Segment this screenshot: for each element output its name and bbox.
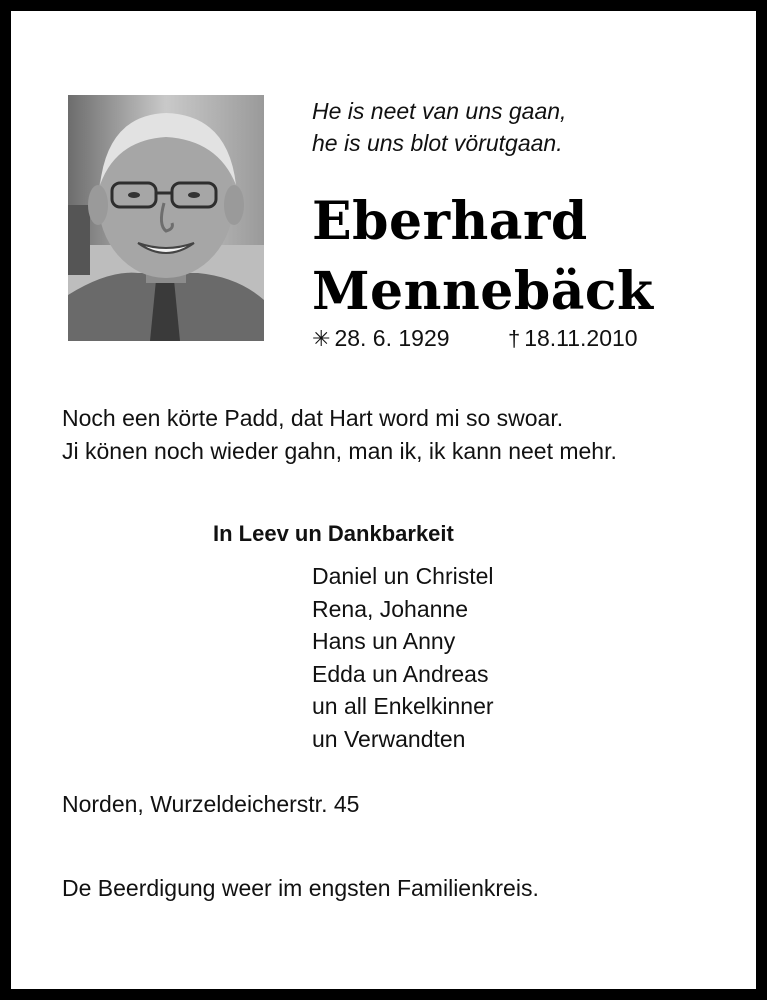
funeral-note: De Beerdigung weer im engsten Familienkreis. — [62, 875, 539, 901]
life-dates — [312, 322, 638, 355]
death-cross-icon: † — [507, 326, 521, 351]
thanks-heading: In Leev un Dankbarkeit — [213, 521, 454, 546]
portrait-illustration — [68, 95, 264, 341]
top-verse-line: he is uns blot vörutgaan. — [312, 130, 563, 156]
birth-date: 28. 6. 1929 — [334, 325, 450, 351]
address: Norden, Wurzeldeicherstr. 45 — [62, 791, 360, 817]
birth-star-icon: ✳ — [312, 326, 331, 351]
top-verse — [312, 95, 566, 159]
obituary-card — [11, 11, 756, 989]
deceased-name — [312, 187, 654, 327]
death-date: 18.11.2010 — [524, 325, 638, 351]
family-member: un Verwandten — [312, 725, 466, 752]
portrait-photo — [68, 95, 264, 341]
first-name: Eberhard — [312, 191, 588, 252]
family-member: Edda un Andreas — [312, 660, 489, 687]
main-verse-line: Noch een körte Padd, dat Hart word mi so swoar. — [62, 405, 564, 431]
family-list — [312, 560, 494, 755]
top-verse-line: He is neet van uns gaan, — [312, 98, 567, 124]
main-verse — [62, 402, 617, 468]
family-member: Daniel un Christel — [312, 563, 494, 589]
main-verse-line: Ji könen noch wieder gahn, man ik, ik kann neet mehr. — [62, 438, 617, 464]
family-member: un all Enkelkinner — [312, 693, 494, 719]
family-member: Rena, Johanne — [312, 595, 469, 622]
family-member: Hans un Anny — [312, 628, 456, 654]
last-name: Mennebäck — [312, 261, 654, 322]
